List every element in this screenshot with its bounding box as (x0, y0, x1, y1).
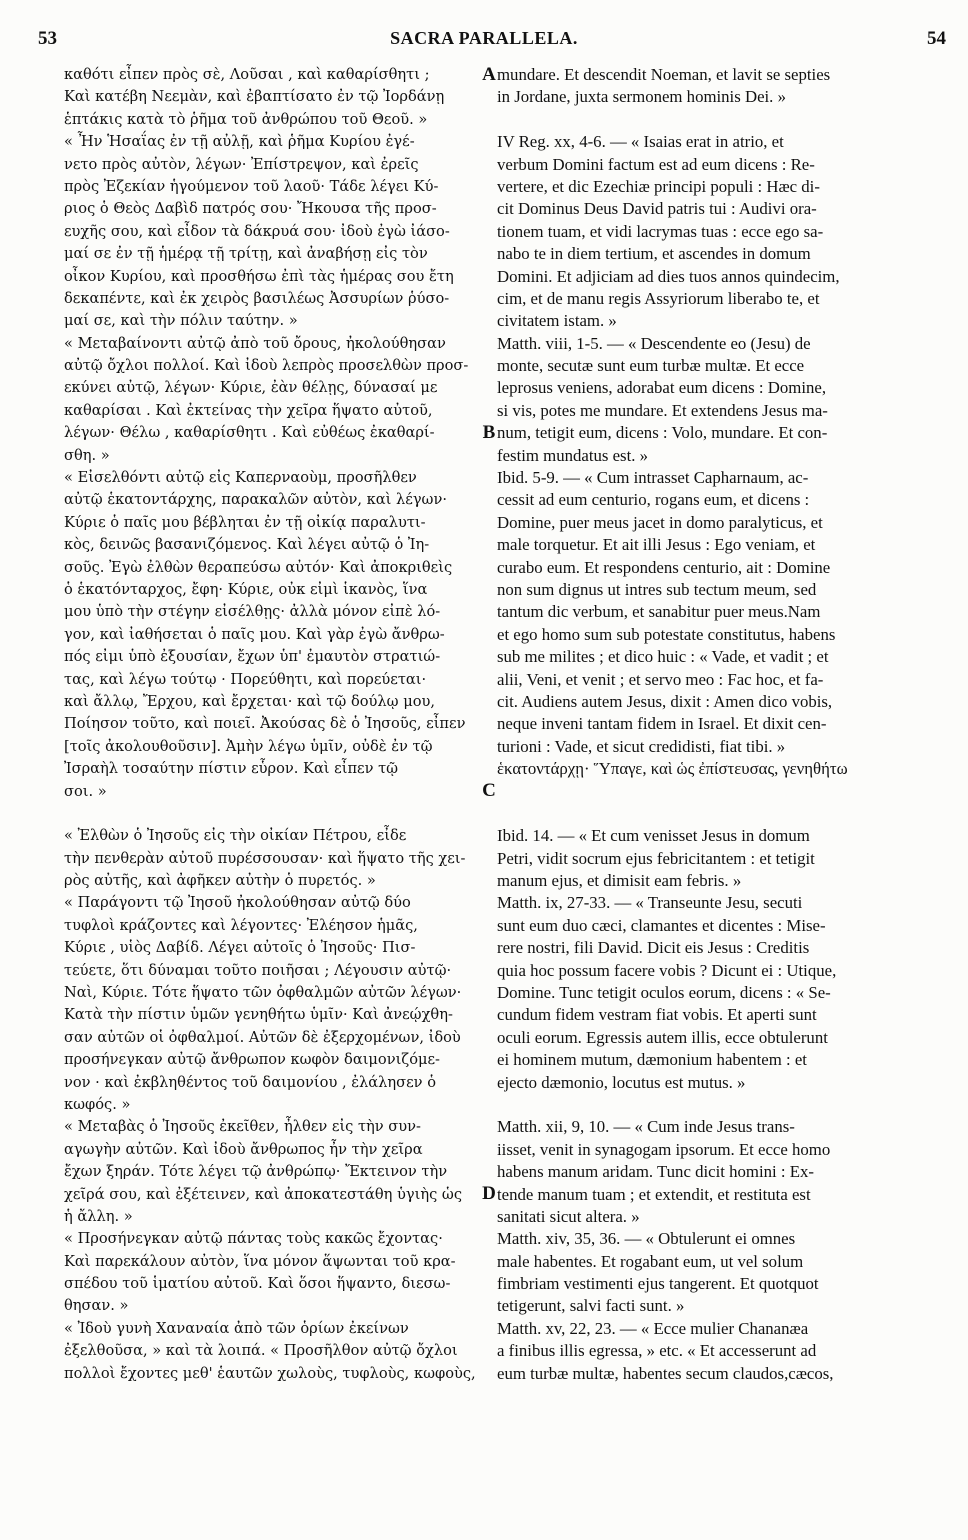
latin-text-line: monte, secutæ sunt eum turbæ multæ. Et ecce (497, 356, 805, 376)
greek-text-line: μαί σε ἐν τῇ ἡμέρᾳ τῇ τρίτῃ, καὶ ἀναβήσῃ εἰς τὸν (64, 245, 428, 263)
latin-text-line: ἑκατοντάρχῃ· Ὕπαγε, καὶ ὡς ἐπίστευσας, γενηθήτω (497, 759, 848, 779)
latin-text-line: Ibid. 14. — « Et cum venisset Jesus in domum (497, 826, 810, 846)
latin-text-line: in Jordane, juxta sermonem hominis Dei. » (497, 87, 786, 107)
greek-text-line: « Εἰσελθόντι αὐτῷ εἰς Καπερναοὺμ, προσῆλθεν (64, 469, 417, 487)
latin-text-line (497, 781, 932, 803)
latin-text-line: leprosus veniens, adorabat eum dicens : Domine, (497, 378, 827, 398)
greek-text-line: « Μεταβὰς ὁ Ἰησοῦς ἐκεῖθεν, ἦλθεν εἰς τὴν συν- (64, 1118, 421, 1136)
latin-text-line: vertere, et dic Ezechiæ principi populi : Hæc di- (497, 176, 820, 196)
greek-text-line: ὁ ἑκατόνταρχος, ἔφη· Κύριε, οὐκ εἰμὶ ἱκανὸς, ἵνα (64, 580, 428, 598)
greek-text-line: σαν αὐτῶν οἱ ὀφθαλμοί. Αὐτῶν δὲ ἐξερχομένων, ἰδοὺ (64, 1028, 461, 1046)
latin-text-line: Domini. Et adjiciam ad dies tuos annos quindecim, (497, 266, 840, 286)
greek-text-line: πρὸς Ἐζεκίαν ἡγούμενον τοῦ λαοῦ· Τάδε λέγει Κύ- (64, 177, 439, 195)
latin-text-line: Matth. xii, 9, 10. — « Cum inde Jesus trans- (497, 1117, 795, 1137)
greek-text-line: κὸς, δεινῶς βασανιζόμενος. Καὶ λέγει αὐτῷ ὁ Ἰη- (64, 536, 430, 554)
greek-text-line: θησαν. » (64, 1297, 129, 1315)
latin-text-line: Petri, vidit socrum ejus febricitantem : et tetigit (497, 848, 815, 868)
greek-text-line: Ναὶ, Κύριε. Τότε ἥψατο τῶν ὀφθαλμῶν αὐτῶν λέγων· (64, 984, 462, 1002)
greek-text-line: Καὶ κατέβη Νεεμὰν, καὶ ἐβαπτίσατο ἐν τῷ Ἰορδάνῃ (64, 88, 445, 106)
greek-text-line: εκύνει αὐτῷ, λέγων· Κύριε, ἐὰν θέλῃς, δύνασαί με (64, 379, 438, 397)
greek-text-line: μου ὑπὸ τὴν στέγην εἰσέλθῃς· ἀλλὰ μόνον εἰπὲ λό- (64, 603, 441, 621)
greek-text-line: σπέδου τοῦ ἱματίου αὐτοῦ. Καὶ ὅσοι ἥψαντο, διεσω- (64, 1275, 451, 1293)
latin-text-line: fimbriam vestimenti ejus tangerent. Et quotquot (497, 1274, 819, 1294)
greek-text-line: τεύετε, ὅτι δύναμαι τοῦτο ποιῆσαι ; Λέγουσιν αὐτῷ· (64, 961, 452, 979)
greek-text-line: [τοῖς ἀκολουθοῦσιν]. Ἀμὴν λέγω ὑμῖν, οὐδὲ ἐν τῷ (64, 737, 433, 755)
latin-text-line: ejecto dæmonio, locutus est mutus. » (497, 1072, 746, 1092)
latin-text-line: et ego homo sum sub potestate constitutus, habens (497, 624, 836, 644)
greek-text-line: ἡ ἄλλη. » (64, 1207, 133, 1225)
latin-text-line: sanitati sicut altera. » (497, 1206, 640, 1226)
greek-text-line: αγωγὴν αὐτῶν. Καὶ ἰδοὺ ἄνθρωπος ἦν τὴν χεῖρα (64, 1140, 423, 1158)
greek-text-line: αὐτῷ ἑκατοντάρχης, παρακαλῶν αὐτὸν, καὶ λέγων· (64, 491, 447, 509)
greek-text-line: ριος ὁ Θεὸς Δαβὶδ πατρός σου· Ἤκουσα τῆς προσ- (64, 200, 437, 218)
greek-text-line: ἑπτάκις κατὰ τὸ ῥῆμα τοῦ ἀνθρώπου τοῦ Θεοῦ. » (64, 110, 428, 128)
latin-text-line: tionem tuam, et vidi lacrymas tuas : ecce ego sa- (497, 221, 824, 241)
latin-text-line: Domine, puer meus jacet in domo paralyticus, et (497, 512, 823, 532)
running-header (0, 28, 968, 58)
latin-text-line: sub me milites ; et dico huic : « Vade, et vadit ; et (497, 647, 829, 667)
greek-text-line: « Μεταβαίνοντι αὐτῷ ἀπὸ τοῦ ὄρους, ἠκολούθησαν (64, 334, 446, 352)
greek-text-line: οἶκον Κυρίου, καὶ προσθήσω ἐπὶ τὰς ἡμέρας σου ἔτη (64, 267, 454, 285)
latin-text-line: cessit ad eum centurio, rogans eum, et dicens : (497, 490, 810, 510)
greek-text-line: χεῖρά σου, καὶ ἐξέτεινεν, καὶ ἀποκατεστάθη ὑγιὴς ὡς (64, 1185, 462, 1203)
latin-text-line: mundare. Et descendit Noeman, et lavit se septies (497, 65, 831, 84)
latin-text-line: Matth. xiv, 35, 36. — « Obtulerunt ei omnes (497, 1229, 796, 1249)
greek-text-line: Ποίησον τοῦτο, καὶ ποιεῖ. Ἀκούσας δὲ ὁ Ἰησοῦς, εἶπεν (64, 715, 466, 733)
latin-text-line: festim mundatus est. » (497, 445, 649, 465)
greek-text-line: ἔχων ξηράν. Τότε λέγει τῷ ἀνθρώπῳ· Ἔκτεινον τὴν (64, 1163, 448, 1181)
latin-text-line: Matth. viii, 1-5. — « Descendente eo (Jesu) de (497, 333, 811, 353)
greek-text-line: κωφός. » (64, 1095, 131, 1113)
greek-text-line: καθαρίσαι . Καὶ ἐκτείνας τὴν χεῖρα ἥψατο αὐτοῦ, (64, 401, 433, 419)
latin-text-line: quia hoc possum facere vobis ? Dicunt ei : Utique, (497, 960, 837, 980)
page-number-right: 54 (927, 28, 946, 49)
greek-text-line: σθη. » (64, 446, 110, 464)
latin-text-line: tantum dic verbum, et sanabitur puer meus.Nam (497, 602, 821, 622)
greek-text-line: σοι. » (64, 782, 107, 800)
latin-text-line: si vis, potes me mundare. Et extendens Jesus ma- (497, 400, 828, 420)
latin-text-line: turioni : Vade, et sicut credidisti, fiat tibi. » (497, 736, 786, 756)
greek-text-line: αὐτῷ ὄχλοι πολλοί. Καὶ ἰδοὺ λεπρὸς προσελθὼν προσ- (64, 357, 469, 375)
latin-text-line: IV Reg. xx, 4-6. — « Isaias erat in atrio, et (497, 132, 784, 152)
greek-text-line: καθότι εἶπεν πρὸς σὲ, Λοῦσαι , καὶ καθαρίσθητι ; (64, 66, 430, 83)
running-title: SACRA PARALLELA. (390, 28, 578, 48)
section-mark-b: B (482, 422, 496, 443)
greek-text-line: μαί σε, καὶ τὴν πόλιν ταύτην. » (64, 312, 298, 330)
latin-text-line: num, tetigit eum, dicens : Volo, mundare. Et con- (497, 423, 828, 443)
latin-text-line: verbum Domini factum est ad eum dicens : Re- (497, 154, 815, 174)
latin-text-line: ei hominem mutum, dæmonium habentem : et (497, 1050, 807, 1070)
greek-text-line: ρὸς αὐτῆς, καὶ ἀφῆκεν αὐτὴν ὁ πυρετός. » (64, 872, 376, 890)
greek-text-line: « Προσήνεγκαν αὐτῷ πάντας τοὺς κακῶς ἔχοντας· (64, 1230, 443, 1248)
latin-text-line: rere nostri, fili David. Dicit eis Jesus : Creditis (497, 938, 810, 958)
latin-column (497, 64, 932, 1385)
greek-text-line: λέγων· Θέλω , καθαρίσθητι . Καὶ εὐθέως ἐκαθαρί- (64, 424, 435, 442)
latin-text-line: male habentes. Et rogabant eum, ut vel solum (497, 1251, 804, 1271)
greek-text-line: πός εἰμι ὑπὸ ἐξουσίαν, ἔχων ὑπ' ἐμαυτὸν στρατιώ- (64, 648, 441, 666)
greek-text-line: τυφλοὶ κράζοντες καὶ λέγοντες· Ἐλέησον ἡμᾶς, (64, 916, 418, 934)
latin-text-line: curabo eum. Et respondens centurio, ait : Domine (497, 557, 831, 577)
greek-column (64, 64, 484, 1385)
greek-text-line: καὶ ἄλλῳ, Ἔρχου, καὶ ἔρχεται· καὶ τῷ δούλῳ μου, (64, 692, 435, 710)
latin-text-line: Matth. xv, 22, 23. — « Ecce mulier Chananæa (497, 1318, 809, 1338)
latin-text-line: iisset, venit in synagogam ipsorum. Et ecce homo (497, 1139, 831, 1159)
latin-text-line: nabo te in diem tertium, et ascendes in domum (497, 244, 811, 264)
greek-text-line: ἐξελθοῦσα, » καὶ τὰ λοιπά. « Προσῆλθον αὐτῷ ὄχλοι (64, 1342, 458, 1360)
latin-text-line: civitatem istam. » (497, 311, 617, 331)
greek-text-line: Κύριε ὁ παῖς μου βέβληται ἐν τῇ οἰκίᾳ παραλυτι- (64, 513, 426, 531)
greek-text-line: δεκαπέντε, καὶ ἐκ χειρὸς βασιλέως Ἀσσυρίων ῥύσο- (64, 289, 450, 307)
greek-text-line: προσήνεγκαν αὐτῷ ἄνθρωπον κωφὸν δαιμονιζόμε- (64, 1051, 440, 1069)
latin-text-line: habens manum aridam. Tunc dicit homini : Ex- (497, 1162, 814, 1182)
latin-text-line (497, 1094, 932, 1116)
latin-text-line: cit. Audiens autem Jesus, dixit : Amen dico vobis, (497, 691, 833, 711)
latin-text-line: tende manum tuam ; et extendit, et restituta est (497, 1184, 811, 1204)
page-number-left: 53 (38, 28, 57, 49)
greek-text-line: « Ἰδοὺ γυνὴ Χαναναία ἀπὸ τῶν ὁρίων ἐκείνων (64, 1319, 409, 1337)
latin-text-line: cit Dominus Deus David patris tui : Audivi ora- (497, 199, 817, 219)
section-mark-a: A (482, 64, 496, 85)
latin-text-line (497, 803, 932, 825)
latin-text-line: a finibus illis egressa, » etc. « Et accesserunt ad (497, 1341, 817, 1361)
latin-text-line: cim, et de manu regis Assyriorum liberabo te, et (497, 288, 820, 308)
latin-text-line: Ibid. 5-9. — « Cum intrasset Capharnaum, ac- (497, 468, 809, 488)
latin-text-line: non sum dignus ut intres sub tectum meum, sed (497, 579, 817, 599)
greek-text-line: τας, καὶ λέγω τούτῳ · Πορεύθητι, καὶ πορεύεται· (64, 670, 427, 688)
latin-text-line: Matth. ix, 27-33. — « Transeunte Jesu, secuti (497, 893, 803, 913)
greek-text-line: ευχῆς σου, καὶ εἶδον τὰ δάκρυά σου· ἰδοὺ ἐγὼ ἰάσο- (64, 222, 450, 240)
section-mark-d: D (482, 1183, 496, 1204)
greek-text-line (64, 803, 484, 825)
section-mark-c: C (482, 780, 496, 801)
greek-text-line: νον · καὶ ἐκβληθέντος τοῦ δαιμονίου , ἐλάλησεν ὁ (64, 1073, 436, 1091)
latin-text-line (497, 109, 932, 131)
latin-text-line: sunt eum duo cæci, clamantes et dicentes : Mise- (497, 915, 826, 935)
greek-text-line: Καὶ παρεκάλουν αὐτὸν, ἵνα μόνον ἅψωνται τοῦ κρα- (64, 1252, 456, 1270)
greek-text-line: σοῦς. Ἐγὼ ἐλθὼν θεραπεύσω αὐτόν· Καὶ ἀποκριθεὶς (64, 558, 453, 576)
latin-text-line: manum ejus, et dimisit eam febris. » (497, 871, 742, 891)
greek-text-line: τὴν πενθερὰν αὐτοῦ πυρέσσουσαν· καὶ ἥψατο τῆς χει- (64, 849, 466, 867)
latin-text-line: Domine. Tunc tetigit oculos eorum, dicens : « Se- (497, 983, 831, 1003)
greek-text-line: « Παράγοντι τῷ Ἰησοῦ ἠκολούθησαν αὐτῷ δύο (64, 894, 411, 912)
greek-text-line: Κύριε , υἱὸς Δαβίδ. Λέγει αὐτοῖς ὁ Ἰησοῦς· Πισ- (64, 939, 416, 957)
greek-text-line: γον, καὶ ἰαθήσεται ὁ παῖς μου. Καὶ γὰρ ἐγὼ ἄνθρω- (64, 625, 445, 643)
latin-text-line: alii, Veni, et venit ; et servo meo : Fac hoc, et fa- (497, 669, 824, 689)
greek-text-line: Κατὰ τὴν πίστιν ὑμῶν γενηθήτω ὑμῖν· Καὶ ἀνεῴχθη- (64, 1006, 453, 1024)
greek-text-line: νετο πρὸς αὐτὸν, λέγων· Ἐπίστρεψον, καὶ ἐρεῖς (64, 155, 419, 173)
latin-text-line: neque inveni tantam fidem in Israel. Et dixit cen- (497, 714, 827, 734)
latin-text-line: cundum fidem vestram fiat vobis. Et aperti sunt (497, 1005, 817, 1025)
greek-text-line: « Ἐλθὼν ὁ Ἰησοῦς εἰς τὴν οἰκίαν Πέτρου, εἶδε (64, 827, 407, 845)
latin-text-line: oculi eorum. Egressis autem illis, ecce obtulerunt (497, 1027, 828, 1047)
latin-text-line: eum turbæ multæ, habentes secum claudos,cæcos, (497, 1363, 834, 1383)
latin-text-line: male torquetur. Et ait illi Jesus : Ego veniam, et (497, 535, 816, 555)
greek-text-line: Ἰσραὴλ τοσαύτην πίστιν εὗρον. Καὶ εἶπεν τῷ (64, 760, 399, 778)
greek-text-line: « Ἦν Ἡσαΐας ἐν τῇ αὐλῇ, καὶ ῥῆμα Κυρίου ἐγέ- (64, 133, 415, 151)
latin-text-line: tetigerunt, salvi facti sunt. » (497, 1296, 685, 1316)
greek-text-line: πολλοὶ ἔχοντες μεθ' ἑαυτῶν χωλοὺς, τυφλοὺς, κωφοὺς, (64, 1364, 476, 1382)
